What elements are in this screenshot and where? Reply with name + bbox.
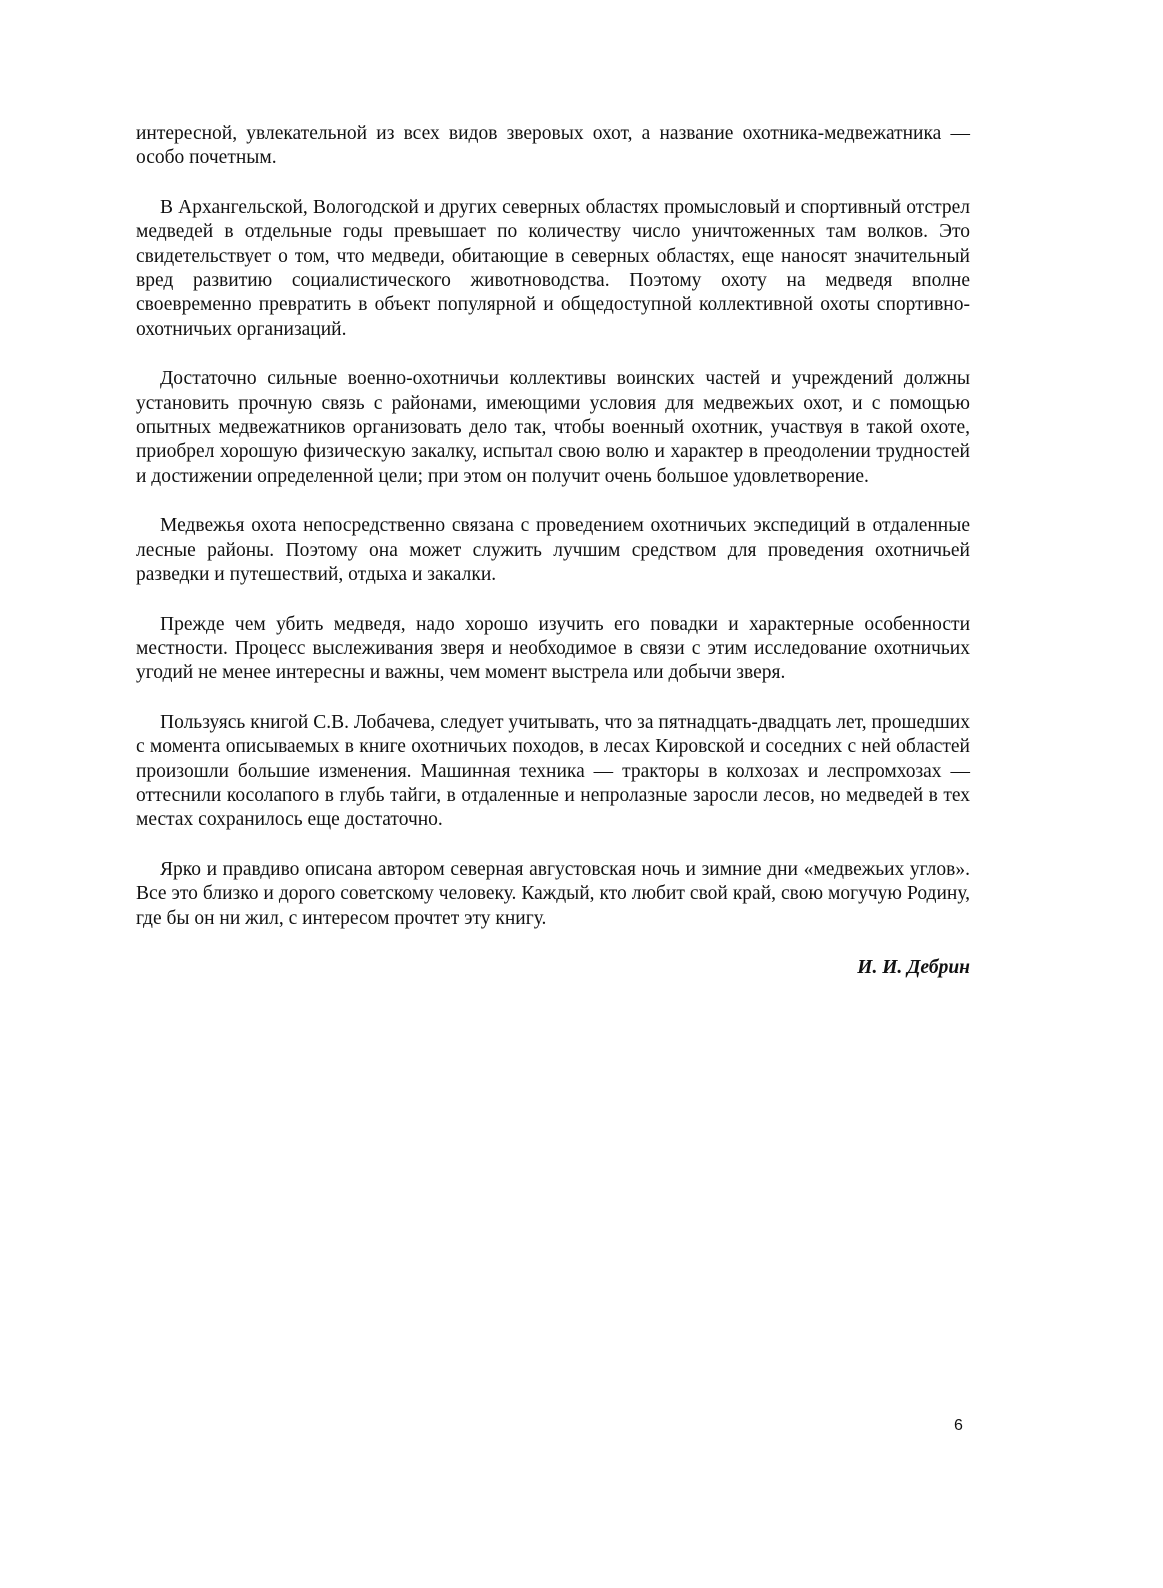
page-number: 6 — [954, 1417, 963, 1434]
paragraph-7: Ярко и правдиво описана автором северная августовская ночь и зимние дни «медвежьих углов». Все это близко и дорого советскому человеку. Каждый, кто любит свой край, свою могучую Родину, где бы он ни жил, с интересом прочтет эту книгу. — [136, 858, 970, 929]
text-column — [136, 122, 970, 980]
paragraph-2: В Архангельской, Вологодской и других северных областях промысловый и спортивный отстрел медведей в отдельные годы превышает по количеству число уничтоженных там волков. Это свидетельствует о том, что медведи, обитающие в северных областях, еще наносят значительный вред развитию социалистического животноводства. Поэтому охоту на медведя вполне своевременно превратить в объект популярной и общедоступной коллективной охоты спортивно-охотничьих организаций. — [136, 196, 970, 340]
paragraph-3: Достаточно сильные военно-охотничьи коллективы воинских частей и учреждений должны установить прочную связь с районами, имеющими условия для медвежьих охот, и с помощью опытных медвежатников организовать дело так, чтобы военный охотник, участвуя в такой охоте, приобрел хорошую физическую закалку, испытал свою волю и характер в преодолении трудностей и достижении определенной цели; при этом он получит очень большое удовлетворение. — [136, 368, 970, 487]
author-signature: И. И. Дебрин — [857, 956, 970, 978]
paragraph-6: Пользуясь книгой С.В. Лобачева, следует учитывать, что за пятнадцать-двадцать лет, прошедших с момента описываемых в книге охотничьих походов, в лесах Кировской и соседних с ней областей произошли большие изменения. Машинная техника — тракторы в колхозах и леспромхозах — оттеснили косолапого в глубь тайги, в отдаленные и непролазные заросли лесов, но медведей в тех местах сохранилось еще достаточно. — [136, 711, 970, 831]
paragraph-4: Медвежья охота непосредственно связана с проведением охотничьих экспедиций в отдаленные лесные районы. Поэтому она может служить лучшим средством для проведения охотничьей разведки и путешествий, отдыха и закалки. — [136, 515, 970, 586]
paragraph-5: Прежде чем убить медведя, надо хорошо изучить его повадки и характерные особенности местности. Процесс выслеживания зверя и необходимое в связи с этим исследование охотничьих угодий не менее интересны и важны, чем момент выстрела или добычи зверя. — [136, 613, 970, 684]
paragraph-1: интересной, увлекательной из всех видов зверовых охот, а название охотника-медвежатника — особо почетным. — [136, 123, 970, 169]
